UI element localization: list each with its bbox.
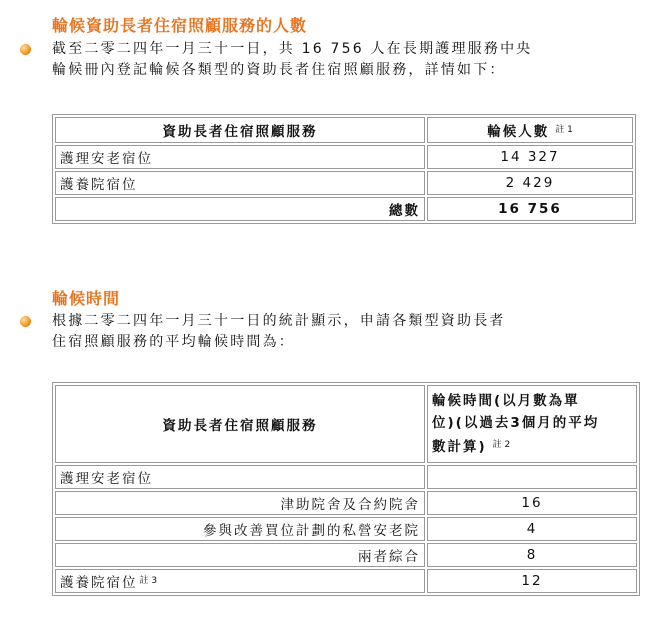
- table-header-service: 資助長者住宿照顧服務: [55, 117, 425, 143]
- paragraph-line: 截至二零二四年一月三十一日，共 16 756 人在長期護理服務中央: [52, 41, 533, 57]
- row-value: [427, 465, 637, 489]
- table-row: [55, 517, 637, 541]
- row-value: 8: [427, 543, 637, 567]
- header-line: 位)(以過去3個月的平均: [432, 415, 600, 431]
- row-value: 16: [427, 491, 637, 515]
- paragraph-line: 根據二零二四年一月三十一日的統計顯示，申請各類型資助長者: [52, 313, 506, 329]
- bullet-icon: [20, 316, 31, 327]
- row-label: [55, 569, 425, 593]
- bullet-icon: [20, 44, 31, 55]
- header-label: 輪候人數: [487, 124, 550, 140]
- row-label: 護理安老宿位: [55, 145, 425, 169]
- row-label: 護養院宿位: [55, 171, 425, 195]
- table-row: [55, 543, 637, 567]
- row-label-text: 護養院宿位: [60, 575, 138, 591]
- footnote-marker: 註 1: [555, 125, 573, 135]
- row-value: 2 429: [427, 171, 633, 195]
- table-row: [55, 171, 633, 195]
- table-row-total: [55, 197, 633, 221]
- table-header-service: 資助長者住宿照顧服務: [55, 385, 425, 463]
- footnote-marker: 註 2: [492, 440, 511, 450]
- section-heading-waiting-time: 輪候時間: [52, 289, 121, 308]
- row-label: 護理安老宿位: [55, 465, 425, 489]
- table-row: [55, 145, 633, 169]
- table-row: [55, 491, 637, 515]
- section-heading-waiting-numbers: 輪候資助長者住宿照顧服務的人數: [52, 16, 308, 35]
- row-label: 津助院舍及合約院舍: [55, 491, 425, 515]
- header-line: 輪候時間(以月數為單: [432, 393, 580, 409]
- row-value: 14 327: [427, 145, 633, 169]
- table-row: [55, 465, 637, 489]
- header-line: 數計算): [432, 439, 487, 455]
- row-value: 4: [427, 517, 637, 541]
- waiting-time-table: [52, 382, 640, 596]
- waiting-numbers-table: [52, 114, 636, 224]
- paragraph-line: 輪候冊內登記輪候各類型的資助長者住宿照顧服務，詳情如下：: [52, 62, 506, 78]
- footnote-marker: 註 3: [139, 576, 158, 586]
- total-label: 總數: [55, 197, 425, 221]
- table-row: [55, 569, 637, 593]
- section-paragraph: [52, 311, 652, 353]
- paragraph-line: 住宿照顧服務的平均輪候時間為：: [52, 334, 295, 350]
- table-header-waiting-time: [427, 385, 637, 463]
- table-header-waiting-count: [427, 117, 633, 143]
- row-value: 12: [427, 569, 637, 593]
- row-label: 參與改善買位計劃的私營安老院: [55, 517, 425, 541]
- section-paragraph: [52, 39, 652, 81]
- row-label: 兩者綜合: [55, 543, 425, 567]
- total-value: 16 756: [427, 197, 633, 221]
